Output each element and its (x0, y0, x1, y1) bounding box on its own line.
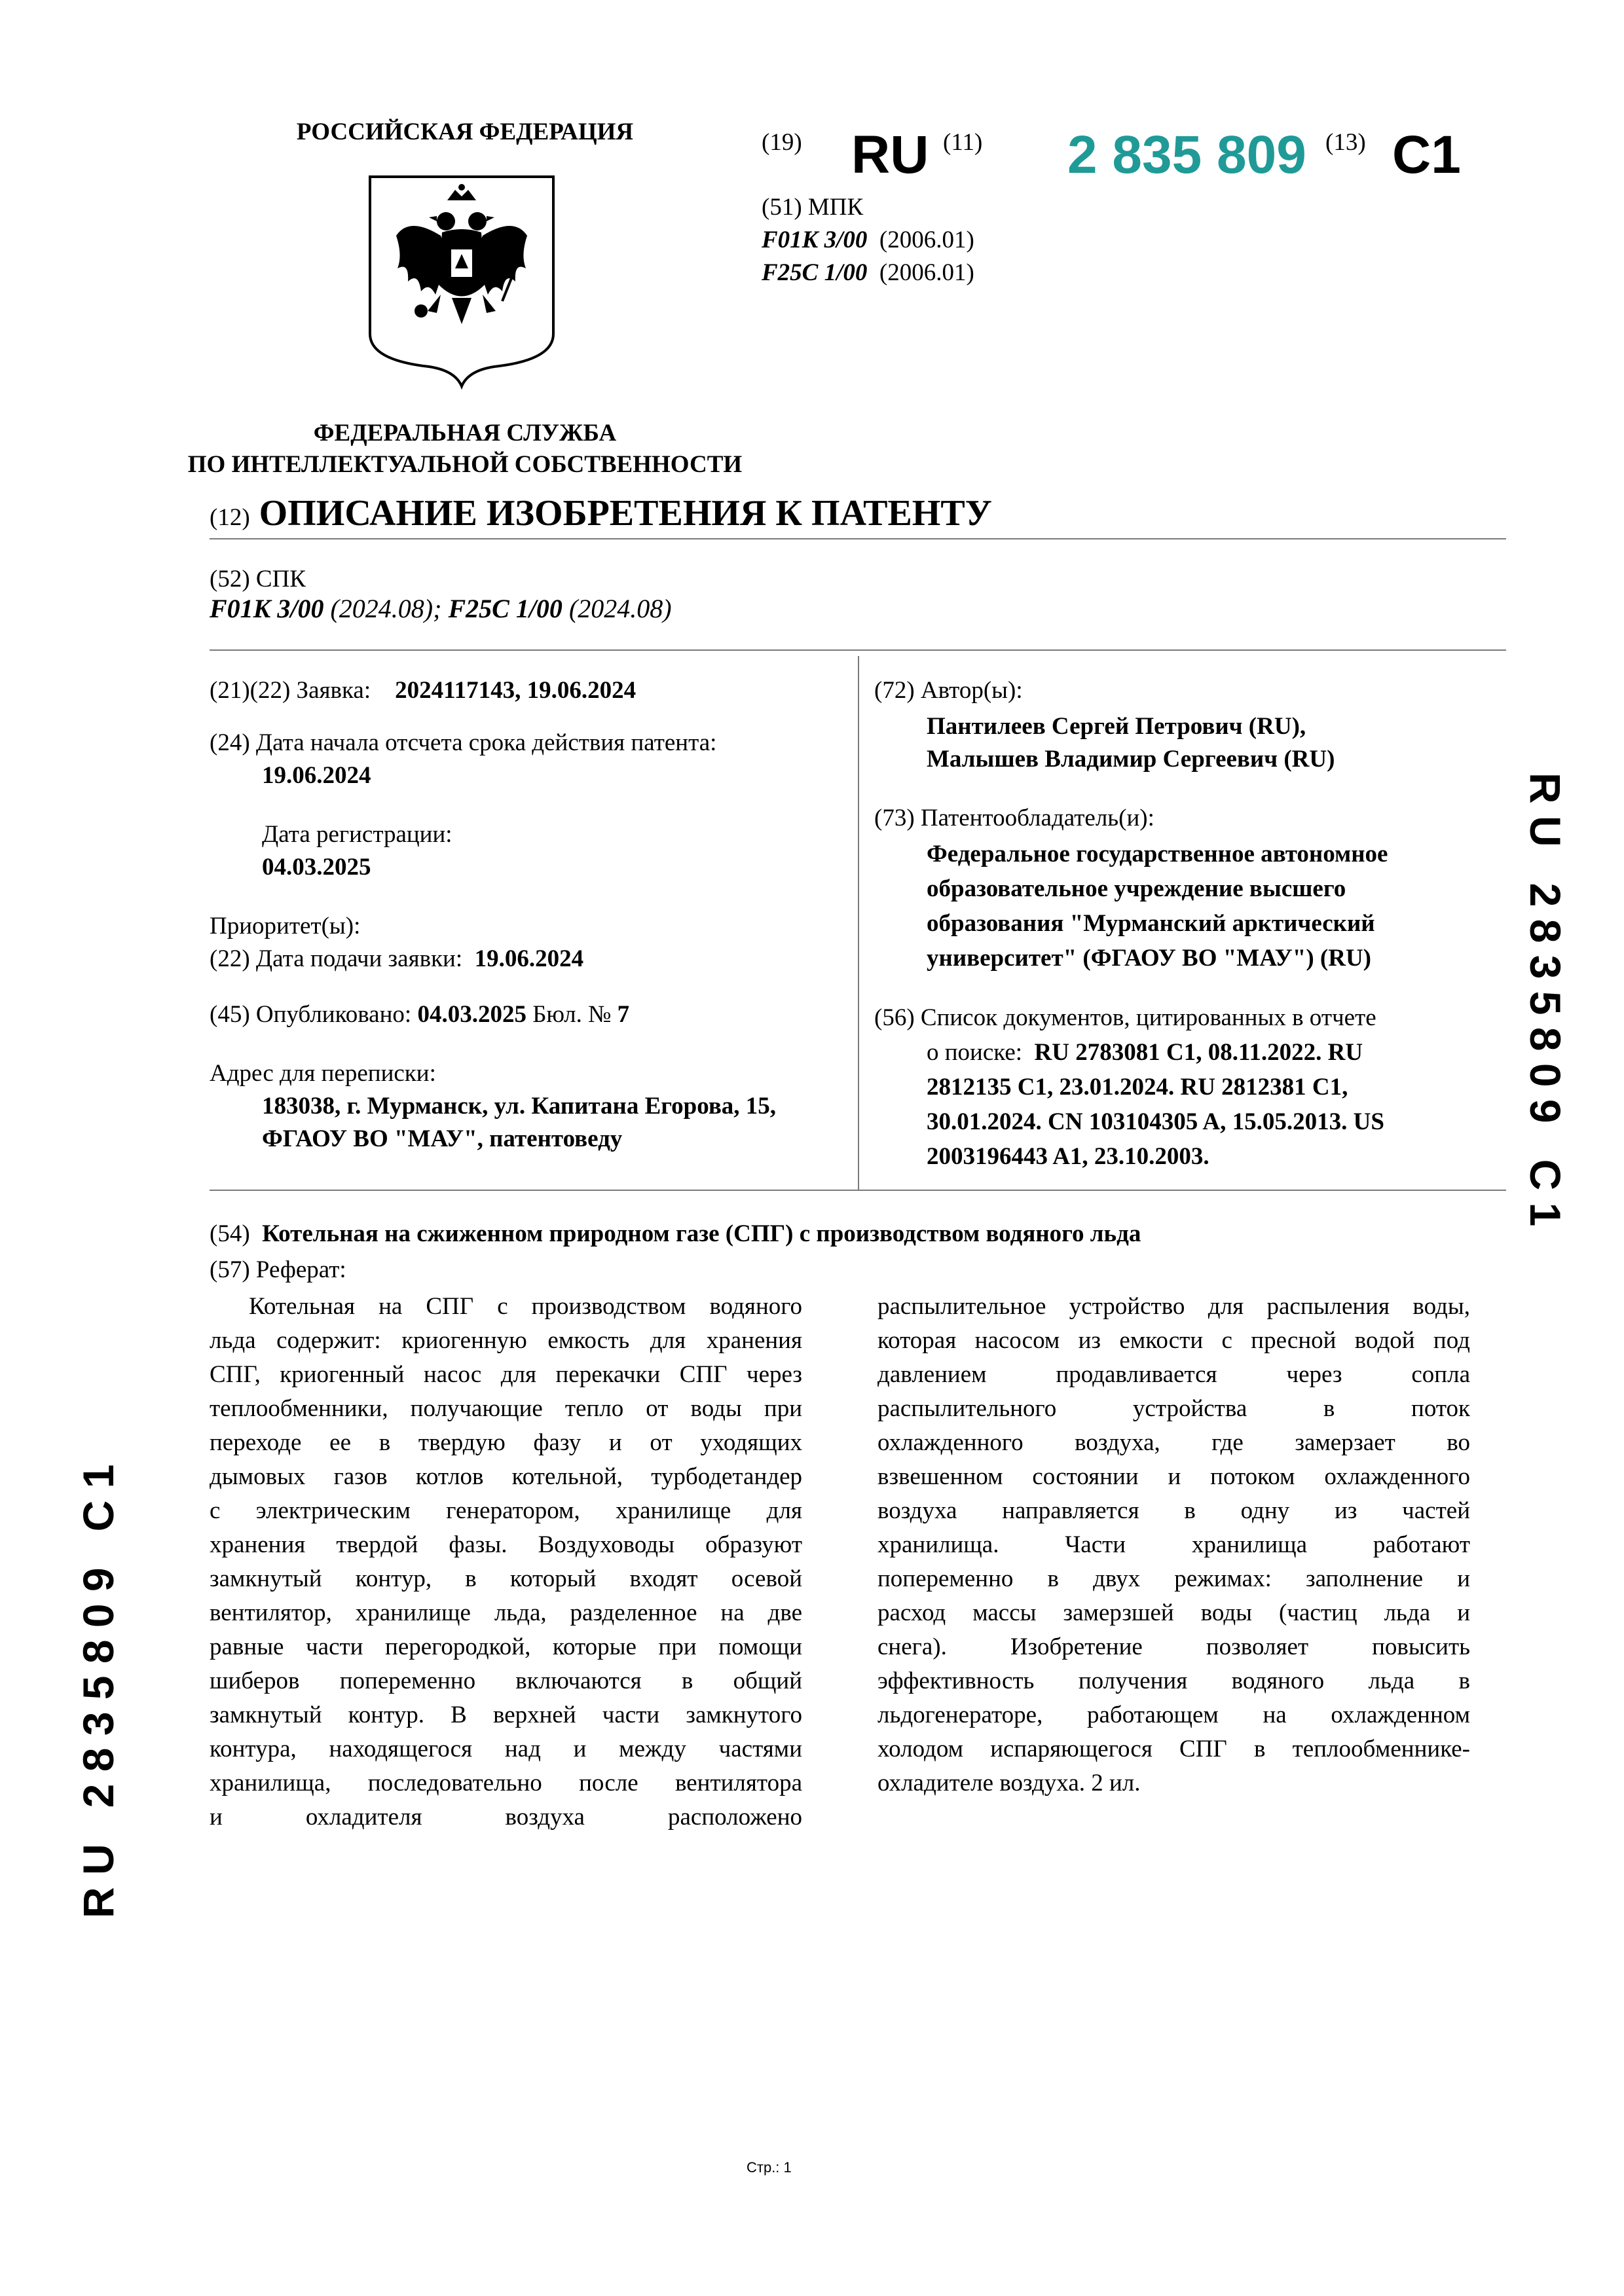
column-divider (858, 656, 859, 1190)
refs-label: (56) Список документов, цитированных в отчете (874, 1004, 1376, 1031)
code-19: (19) (762, 129, 802, 156)
spk-label: (52) СПК (210, 566, 306, 592)
address-label: Адрес для переписки: (210, 1060, 436, 1087)
refs-line-2: 2812135 C1, 23.01.2024. RU 2812381 C1, (927, 1074, 1348, 1101)
term-value: 19.06.2024 (262, 762, 371, 789)
patent-number: 2 835 809 (1067, 125, 1306, 185)
code-11: (11) (943, 129, 983, 156)
side-label-right: R U 2 8 3 5 8 0 9 C 1 (1521, 773, 1570, 1227)
address-line-1: 183038, г. Мурманск, ул. Капитана Егорова, 15, (262, 1093, 777, 1120)
term-label: (24) Дата начала отсчета срока действия патента: (210, 729, 717, 756)
refs-line-1: о поиске: RU 2783081 C1, 08.11.2022. RU (927, 1039, 1363, 1066)
country-code: RU (851, 125, 929, 185)
address-line-2: ФГАОУ ВО "МАУ", патентоведу (262, 1125, 623, 1152)
country-name: РОССИЙСКАЯ ФЕДЕРАЦИЯ (296, 118, 634, 145)
holder-label: (73) Патентообладатель(и): (874, 805, 1154, 831)
ipc-entry-2: F25C 1/00 (2006.01) (762, 259, 974, 286)
holder-line-3: образования "Мурманский арктический (927, 910, 1375, 937)
ipc-entry-1: F01K 3/00 (2006.01) (762, 227, 974, 253)
ipc-label: (51) МПК (762, 194, 864, 221)
divider-3 (210, 1190, 1506, 1191)
abstract-left-column: Котельная на СПГ с производством водяного льда содержит: криогенную емкость для хранения СПГ, криогенный насос для перекачки СПГ через теплообменники, получающие тепло от воды при переходе ее в твердую фазу и от уходящих дымовых газов котлов котельной, турбодетандер с электрическим генератором, хранилище для хранения твердой фазы. Воздуховоды образуют замкнутый контур, в который входят осевой вентилятор, хранилище льда, разделенное на две равные части перегородкой, которые при помощи шиберов попеременно включаются в общий замкнутый контур. В верхней части замкнутого контура, находящегося над и между частями хранилища, последовательно после вентилятора и охладителя воздуха расположено (210, 1293, 802, 1831)
spk-value: F01K 3/00 (2024.08); F25C 1/00 (2024.08) (210, 594, 672, 623)
refs-line-3: 30.01.2024. CN 103104305 A, 15.05.2013. US (927, 1108, 1384, 1135)
holder-line-2: образовательное учреждение высшего (927, 875, 1346, 902)
abstract-label: (57) Реферат: (210, 1256, 346, 1283)
holder-line-4: университет" (ФГАОУ ВО "МАУ") (RU) (927, 945, 1372, 972)
document-title: (12) ОПИСАНИЕ ИЗОБРЕТЕНИЯ К ПАТЕНТУ (210, 493, 992, 534)
holder-line-1: Федеральное государственное автономное (927, 841, 1388, 867)
divider-2 (210, 649, 1506, 651)
coat-of-arms-icon (363, 170, 560, 393)
registration-value: 04.03.2025 (262, 854, 371, 881)
abstract-right-column: распылительное устройство для распыления воды, которая насосом из емкости с пресной водой под давлением продавливается через сопла распылительного устройства в поток охлажденного воздуха, где замерзает во взвешенном состоянии и потоком охлажденного воздуха направляется в одну из частей хранилища. Части хранилища работают попеременно в двух режимах: заполнение и расход массы замерзшей воды (частиц льда и снега). Изобретение позволяет повысить эффективность получения водяного льда в льдогенераторе, работающем на охлажденном холодом испаряющегося СПГ в теплообменнике- охладителе воздуха. 2 ил. (877, 1293, 1470, 1796)
application-row: (21)(22) Заявка: 2024117143, 19.06.2024 (210, 677, 637, 704)
side-label-left: R U 2 8 3 5 8 0 9 C 1 (74, 1464, 122, 1918)
author-2: Малышев Владимир Сергеевич (RU) (927, 746, 1335, 773)
filing-row: (22) Дата подачи заявки: 19.06.2024 (210, 945, 584, 972)
author-1: Пантилеев Сергей Петрович (RU), (927, 713, 1306, 740)
kind-code: C1 (1392, 125, 1461, 185)
published-row: (45) Опубликовано: 04.03.2025 Бюл. № 7 (210, 1001, 630, 1028)
priority-label: Приоритет(ы): (210, 913, 361, 939)
invention-title: (54) Котельная на сжиженном природном газе (СПГ) с производством водяного льда (210, 1220, 1141, 1247)
divider-1 (210, 538, 1506, 539)
code-13: (13) (1325, 129, 1366, 156)
registration-label: Дата регистрации: (262, 821, 452, 848)
refs-line-4: 2003196443 A1, 23.10.2003. (927, 1143, 1209, 1170)
page-number: Стр.: 1 (747, 2159, 792, 2176)
authors-label: (72) Автор(ы): (874, 677, 1023, 704)
agency-name: ФЕДЕРАЛЬНАЯ СЛУЖБА ПО ИНТЕЛЛЕКТУАЛЬНОЙ СОБСТВЕННОСТИ (187, 420, 743, 478)
